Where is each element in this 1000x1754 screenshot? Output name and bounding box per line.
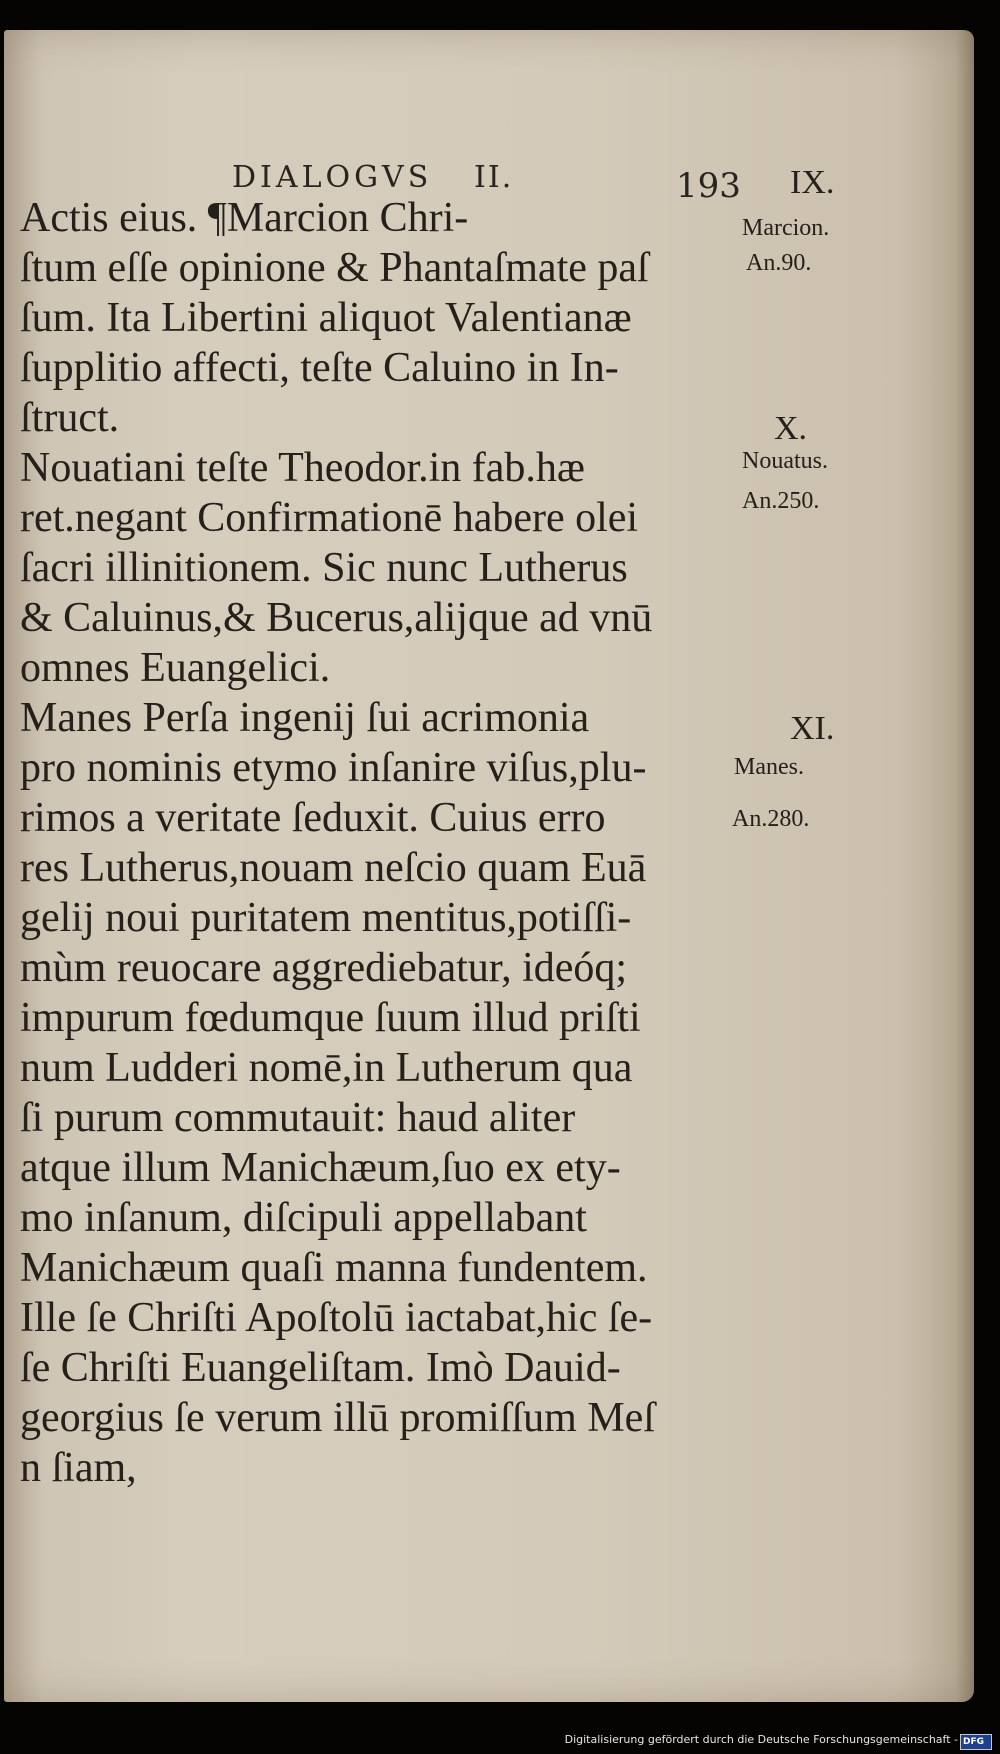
text-line: mùm reuocare aggrediebatur, ideóq; [20,945,628,991]
text-line: impurum fœdumque ſuum illud priſti [20,995,641,1041]
text-line: Ille ſe Chriſti Apoſtolū iactabat,hic ſe- [20,1295,653,1341]
margin-note-number: X. [774,410,808,447]
page-number: 193 [676,166,741,206]
text-line: ſupplitio affecti, teſte Caluino in In- [20,345,619,391]
text-line: atque illum Manichæum,ſuo ex ety- [20,1145,621,1191]
text-line: Manichæum quaſi manna fundentem. [20,1245,648,1291]
text-line: ſtruct. [20,395,120,441]
margin-note-name: Manes. [734,754,804,780]
text-line: ſacri illinitionem. Sic nunc Lutherus [20,545,628,591]
text-line: rimos a veritate ſeduxit. Cuius erro [20,795,606,841]
text-line: pro nominis etymo inſanire viſus,plu- [20,745,647,791]
margin-note-year: An.280. [732,806,810,832]
text-line: res Lutherus,nouam neſcio quam Euā [20,845,647,891]
text-line: num Ludderi nomē,in Lutherum qua [20,1045,633,1091]
margin-note-name: Nouatus. [742,448,828,474]
text-line: ret.negant Confirmationē habere olei [20,495,639,541]
text-line: gelij noui puritatem mentitus,potiſſi- [20,895,632,941]
text-line: Actis eius. ¶Marcion Chri- [20,195,469,241]
page-edge-shadow [956,30,974,1702]
text-line: ſum. Ita Libertini aliquot Valentianæ [20,295,632,341]
running-head-title: DIALOGVS [232,160,433,195]
text-line: n ſiam, [20,1445,137,1491]
margin-note-number: IX. [790,164,835,201]
dfg-logo-icon [960,1734,992,1750]
text-line: omnes Euangelici. [20,645,331,691]
text-line: & Caluinus,& Bucerus,alijque ad vnū [20,595,653,641]
margin-note-number: XI. [790,710,835,747]
text-line: Manes Perſa ingenij ſui acrimonia [20,695,590,741]
margin-note-year: An.250. [742,488,820,514]
running-head-dialogue-number: II. [474,160,514,195]
margin-note-year: An.90. [746,250,812,276]
digitization-footer [0,1730,1000,1754]
text-line: mo inſanum, diſcipuli appellabant [20,1195,587,1241]
dfg-logo-text: DFG [963,1737,985,1747]
text-line: Nouatiani teſte Theodor.in fab.hæ [20,445,585,491]
digitization-credit: Digitalisierung gefördert durch die Deutsche Forschungsgemeinschaft - [564,1733,958,1746]
text-line: ſtum eſſe opinione & Phantaſmate paſ [20,245,649,291]
text-line: ſi purum commutauit: haud aliter [20,1095,576,1141]
text-line: georgius ſe verum illū promiſſum Meſ [20,1395,655,1441]
book-page [4,30,974,1702]
margin-note-name: Marcion. [742,215,830,241]
text-line: ſe Chriſti Euangeliſtam. Imò Dauid- [20,1345,621,1391]
